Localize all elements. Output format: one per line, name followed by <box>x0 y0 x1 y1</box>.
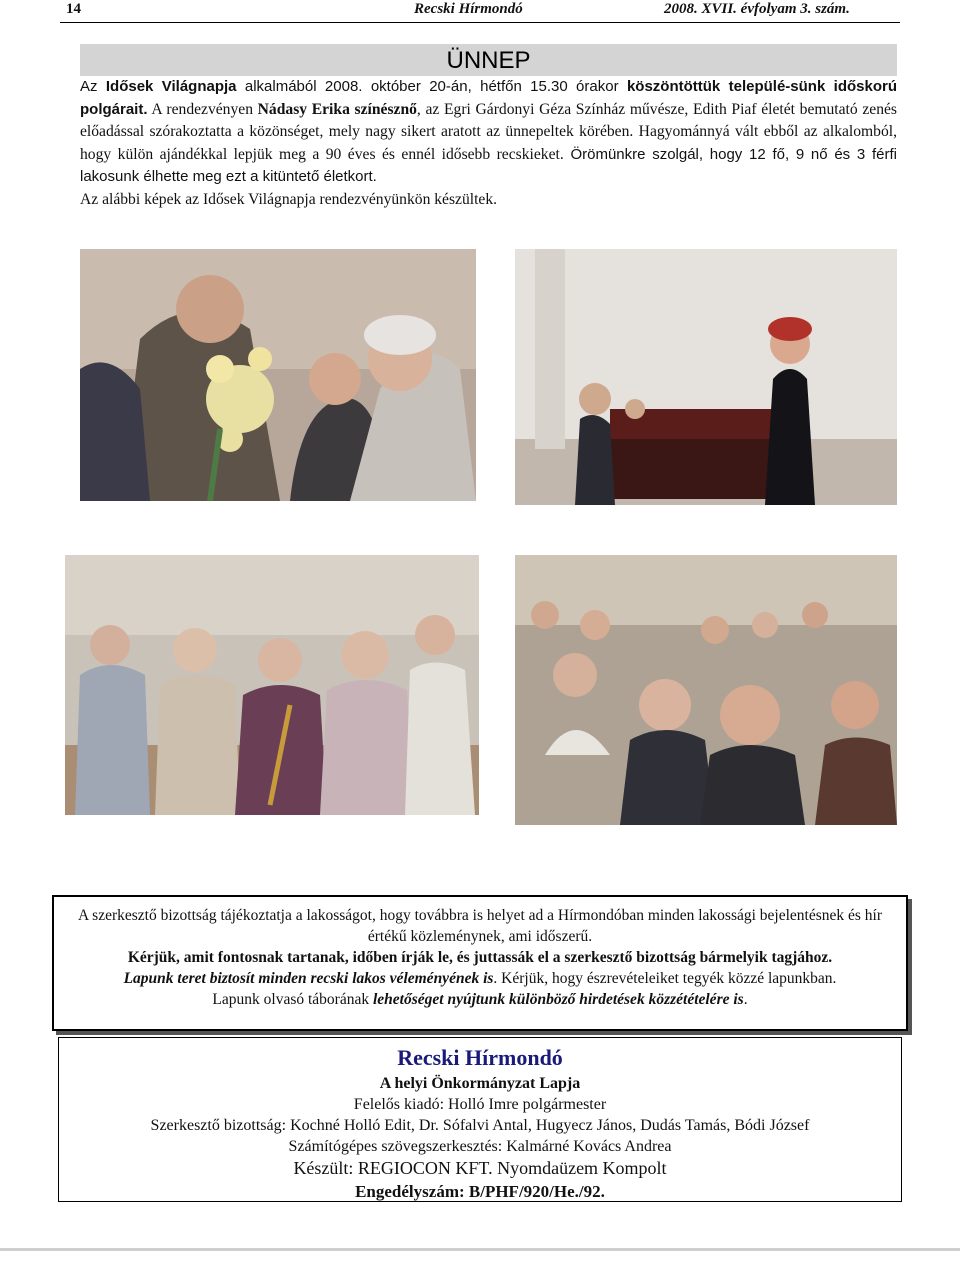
header-issue: 2008. XVII. évfolyam 3. szám. <box>664 1 850 17</box>
masthead-title: Recski Hírmondó <box>397 1045 563 1070</box>
masthead-subtitle: A helyi Önkormányzat Lapja <box>379 1075 581 1092</box>
bottom-rule <box>0 1248 960 1251</box>
photo-audience-rows <box>515 555 897 825</box>
editorial-notice-box <box>52 895 908 1031</box>
photo-seated-guests <box>65 555 479 815</box>
header-paper-name: Recski Hírmondó <box>414 1 523 17</box>
photo-caption: Az alábbi képek az Idősek Világnapja rendezvényünkön készültek. <box>80 190 498 208</box>
notice-line-2: Kérjük, amit fontosnak tartanak, időben írják le, és juttassák el a szerkesztő bizottság bármelyik tagjához. <box>127 949 833 966</box>
intro-article <box>80 76 897 212</box>
masthead-printer: Készült: REGIOCON KFT. Nyomdaüzem Kompolt <box>293 1158 667 1178</box>
masthead-publisher: Felelős kiadó: Holló Imre polgármester <box>353 1096 607 1113</box>
page-header <box>60 0 900 23</box>
masthead-typesetter: Számítógépes szövegszerkesztés: Kalmárné Kovács Andrea <box>288 1138 672 1155</box>
intro-paragraph: Az Idősek Világnapja alkalmából 2008. október 20-án, hétfőn 15.30 órakor köszöntöttük települé-sünk időskorú polgárait. A rendezvényen Nádasy Erika színésznő, az Egri Gárdonyi Géza Színház művésze, Edith Piaf életét bemutató zenés előadással szórakoztatta a közönséget, mely nagy sikert aratott az ünnepeltek körében. Hagyománnyá vált ebből az alkalomból, hogy külön ajándékkal lepjük meg a 90 éves és ennél idősebb recskieket. Örömünkre szolgál, hogy 12 fő, 9 nő és 3 férfi lakosunk élhette meg ezt a kitüntető életkort. <box>80 78 898 186</box>
notice-line-3: Lapunk teret biztosít minden recski lakos véleményének is. Kérjük, hogy észrevételeiket tegyék közzé lapunkban. <box>123 970 837 987</box>
masthead-editors: Szerkesztő bizottság: Kochné Holló Edit, Dr. Sófalvi Antal, Hugyecz János, Dudás Tamás, Bódi József <box>150 1117 810 1134</box>
section-title: ÜNNEP <box>446 47 531 74</box>
photo-flower-presentation <box>80 249 476 501</box>
notice-line-1: A szerkesztő bizottság tájékoztatja a lakosságot, hogy továbbra is helyet ad a Hírmondóban minden lakossági bejelentésnek és hír értékű közleménynek, ami időszerű. <box>77 907 883 945</box>
masthead-box <box>58 1037 902 1202</box>
notice-line-4: Lapunk olvasó táborának lehetőséget nyújtunk különböző hirdetések közzétételére is. <box>212 991 748 1008</box>
section-banner <box>80 44 897 76</box>
photo-singer-stage <box>515 249 897 505</box>
masthead-permit: Engedélyszám: B/PHF/920/He./92. <box>355 1182 605 1201</box>
page-number: 14 <box>66 1 81 17</box>
